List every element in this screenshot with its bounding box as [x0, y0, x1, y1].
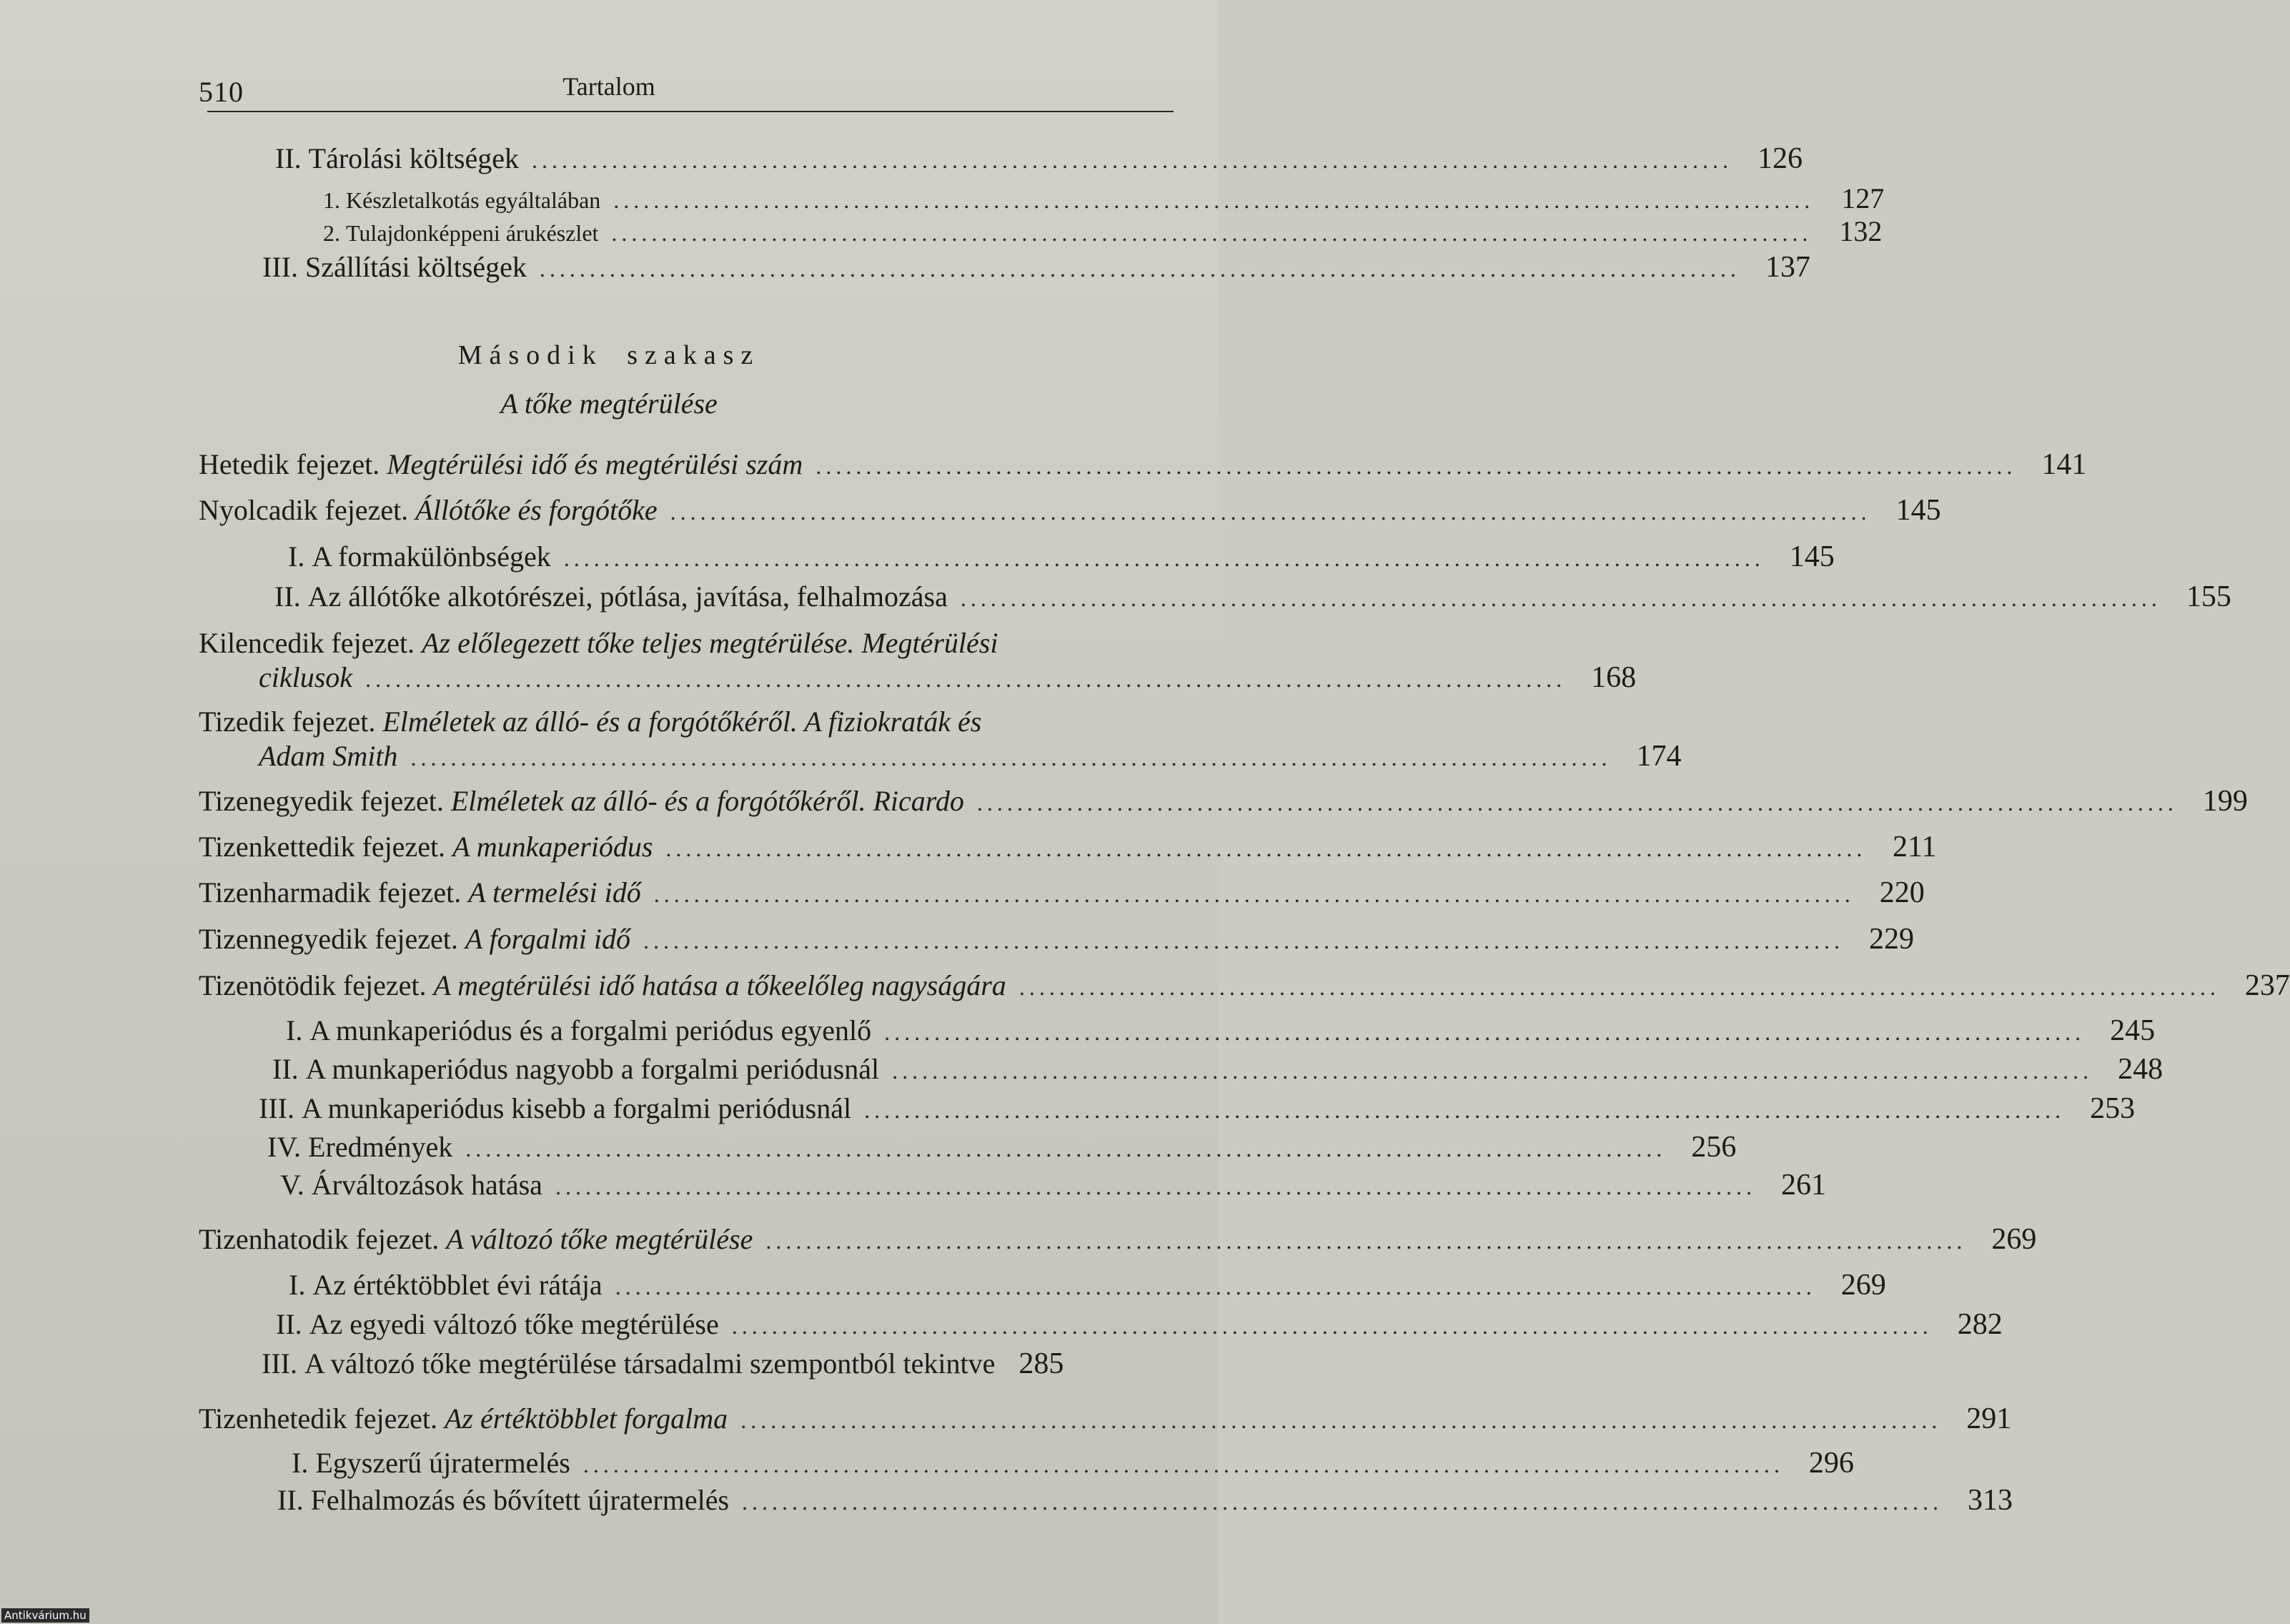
entry-title: A forgalmi idő — [465, 923, 630, 955]
entry-title: A változó tőke megtérülése társadalmi szempontból tekintve — [304, 1347, 996, 1380]
entry-title: A munkaperiódus — [452, 831, 653, 863]
entry-label: 1. — [323, 187, 340, 213]
leader-dots: ........................................................................................................................ — [742, 1489, 1943, 1515]
entry-label: I. — [288, 540, 305, 573]
running-title: Tartalom — [562, 72, 655, 101]
entry-title: Az egyedi változó tőke megtérülése — [309, 1308, 719, 1340]
entry-label: Tizenegyedik fejezet. — [199, 785, 444, 817]
entry-title: Állótőke és forgótőke — [415, 494, 658, 526]
entry-title: Az értéktöbblet évi rátája — [312, 1269, 603, 1301]
entry-title: A változó tőke megtérülése — [446, 1223, 753, 1255]
entry-label: Tizenkettedik fejezet. — [199, 831, 446, 863]
leader-dots: ........................................................................................................................ — [563, 545, 1765, 571]
watermark-label: Antikvárium.hu — [1, 1608, 89, 1623]
entry-label: Kilencedik fejezet. — [199, 627, 415, 659]
leader-dots: ........................................................................................................................ — [611, 220, 1813, 246]
section-subtitle: A tőke megtérülése — [500, 387, 718, 420]
page-header — [0, 68, 1218, 111]
entry-page: 137 — [1765, 251, 1810, 284]
entry-label: Tizedik fejezet. — [199, 705, 376, 738]
entry-title: Tárolási költségek — [308, 142, 519, 174]
leader-dots: ........................................................................................................................ — [465, 1136, 1667, 1162]
entry-label: Tizenharmadik fejezet. — [199, 876, 462, 908]
entry-title: Az állótőke alkotórészei, pótlása, javítása, felhalmozása — [307, 580, 948, 613]
leader-dots: ........................................................................................................................ — [583, 1452, 1784, 1477]
entry-label: II. — [276, 1308, 302, 1340]
leader-dots: ........................................................................................................................ — [653, 881, 1855, 907]
leader-dots: ........................................................................................................................ — [960, 585, 2161, 611]
section-title: Második szakasz — [457, 340, 760, 370]
entry-label: Tizenötödik fejezet. — [199, 969, 427, 1001]
entry-label: I. — [292, 1447, 309, 1479]
entry-page: 174 — [1636, 740, 1682, 773]
leader-dots: ........................................................................................................................ — [643, 928, 1844, 954]
entry-label: II. — [277, 1484, 304, 1516]
entry-label: Tizennegyedik fejezet. — [199, 923, 458, 955]
entry-page: 282 — [1957, 1308, 2003, 1341]
entry-title: Szállítási költségek — [304, 251, 527, 283]
leader-dots: ........................................................................................................................ — [410, 745, 1612, 771]
entry-title: Az értéktöbblet forgalma — [444, 1402, 728, 1435]
entry-page: 145 — [1789, 540, 1835, 573]
entry-page: 145 — [1895, 494, 1941, 527]
entry-title: Eredmények — [308, 1131, 453, 1163]
leader-dots: ........................................................................................................................ — [365, 666, 1567, 692]
entry-label: III. — [259, 1092, 294, 1124]
leader-dots: ........................................................................................................................ — [613, 187, 1815, 213]
entry-page: 132 — [1839, 215, 1883, 247]
entry-title: A termelési idő — [468, 876, 641, 908]
entry-label: III. — [262, 1347, 297, 1380]
entry-label: Tizenhetedik fejezet. — [199, 1402, 437, 1435]
entry-title: A munkaperiódus és a forgalmi periódus egyenlő — [309, 1014, 872, 1046]
entry-title: Tulajdonképpeni árukészlet — [346, 220, 599, 246]
entry-page: 261 — [1780, 1169, 1826, 1202]
leader-dots: ........................................................................................................................ — [892, 1058, 2093, 1084]
entry-label: Tizenhatodik fejezet. — [199, 1223, 440, 1255]
entry-page: 256 — [1691, 1131, 1737, 1164]
entry-page: 269 — [1991, 1223, 2037, 1256]
entry-label: II. — [275, 142, 302, 174]
page-number: 510 — [199, 76, 244, 108]
leader-dots: ........................................................................................................................ — [765, 1228, 1967, 1254]
entry-page: 168 — [1591, 661, 1637, 694]
entry-page: 141 — [2041, 448, 2087, 481]
entry-page: 296 — [1808, 1447, 1854, 1480]
entry-page: 229 — [1868, 923, 1914, 956]
entry-page: 291 — [1966, 1402, 2012, 1435]
entry-title: A formakülönbségek — [312, 540, 551, 573]
entry-page: 127 — [1841, 182, 1885, 214]
entry-page: 248 — [2118, 1053, 2163, 1086]
entry-label: Hetedik fejezet. — [199, 448, 380, 480]
entry-title: Készletalkotás egyáltalában — [346, 187, 601, 213]
entry-title-continued: ciklusok — [259, 661, 353, 693]
entry-title: Elméletek az álló- és a forgótőkéről. Ricardo — [450, 785, 964, 817]
entry-page: 155 — [2186, 580, 2231, 613]
leader-dots: ........................................................................................................................ — [816, 453, 2017, 479]
header-rule — [207, 111, 1174, 112]
entry-label: V. — [280, 1169, 304, 1201]
entry-title: A munkaperiódus kisebb a forgalmi periódusnál — [301, 1092, 852, 1124]
entry-title: A megtérülési idő hatása a tőkeelőleg nagyságára — [433, 969, 1006, 1001]
entry-page: 237 — [2244, 969, 2290, 1002]
entry-title: Elméletek az álló- és a forgótőkéről. A fiziokraták és — [382, 705, 982, 738]
entry-label: I. — [286, 1014, 303, 1046]
leader-dots: ........................................................................................................................ — [665, 836, 1867, 861]
leader-dots: ........................................................................................................................ — [884, 1019, 2086, 1045]
entry-page: 245 — [2110, 1014, 2156, 1047]
leader-dots: ........................................................................................................................ — [615, 1274, 1816, 1299]
entry-title: A munkaperiódus nagyobb a forgalmi periódusnál — [305, 1053, 880, 1085]
leader-dots: ........................................................................................................................ — [740, 1407, 1942, 1433]
leader-dots: ........................................................................................................................ — [731, 1313, 1933, 1339]
entry-label: IV. — [267, 1131, 302, 1163]
entry-page: 285 — [1018, 1347, 1064, 1380]
entry-title: Az előlegezett tőke teljes megtérülése. Megtérülési — [422, 627, 998, 659]
entry-page: 211 — [1892, 831, 1937, 863]
entry-label: II. — [272, 1053, 299, 1085]
entry-page: 269 — [1840, 1269, 1886, 1302]
entry-page: 199 — [2202, 785, 2248, 818]
entry-page: 313 — [1968, 1484, 2013, 1517]
entry-title: Felhalmozás és bővített újratermelés — [310, 1484, 730, 1516]
leader-dots: ........................................................................................................................ — [539, 256, 1740, 282]
entry-title: Árváltozások hatása — [311, 1169, 542, 1201]
entry-title: Egyszerű újratermelés — [315, 1447, 570, 1479]
entry-page: 220 — [1879, 876, 1925, 909]
entry-page: 126 — [1758, 142, 1803, 175]
entry-label: Nyolcadik fejezet. — [199, 494, 409, 526]
entry-title-continued: Adam Smith — [259, 740, 398, 772]
entry-label: III. — [262, 251, 298, 283]
leader-dots: ........................................................................................................................ — [555, 1174, 1756, 1199]
entry-label: II. — [274, 580, 301, 613]
entry-page: 253 — [2090, 1092, 2136, 1125]
leader-dots: ........................................................................................................................ — [670, 499, 1871, 525]
entry-label: 2. — [323, 220, 340, 246]
leader-dots: ........................................................................................................................ — [1018, 974, 2220, 1000]
leader-dots: ........................................................................................................................ — [864, 1097, 2066, 1123]
entry-label: I. — [289, 1269, 306, 1301]
leader-dots: ........................................................................................................................ — [532, 147, 1733, 173]
entry-title: Megtérülési idő és megtérülési szám — [387, 448, 803, 480]
leader-dots: ........................................................................................................................ — [976, 790, 2178, 816]
